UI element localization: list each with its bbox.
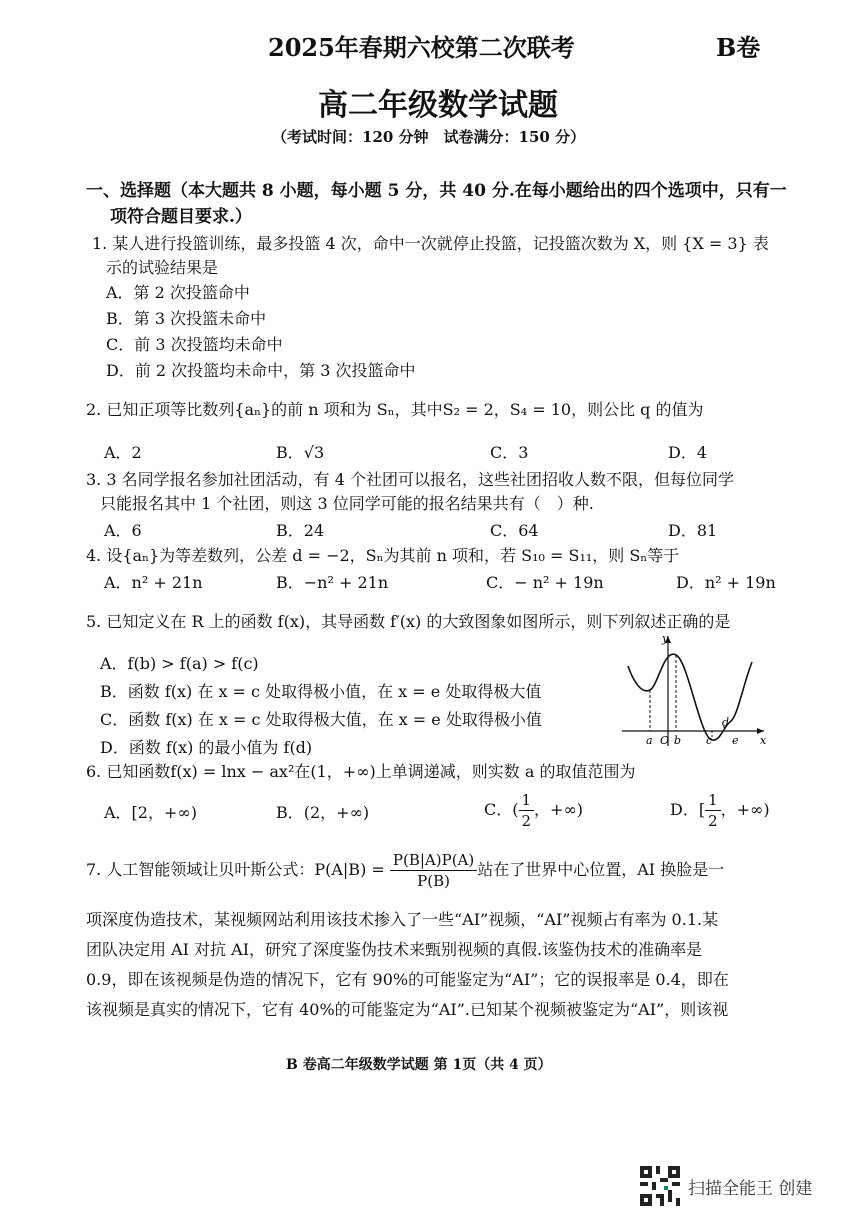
bayes-denominator: P(B) — [417, 872, 450, 890]
question-6-option-c-tail: ，+∞) — [534, 800, 584, 819]
fraction-numerator: 1 — [519, 790, 535, 811]
question-5-option-d: D．函数 f(x) 的最小值为 f(d) — [100, 738, 313, 757]
question-6-option-a: A．[2，+∞) — [104, 803, 197, 822]
question-3-line2: 只能报名其中 1 个社团，则这 3 位同学可能的报名结果共有（ ）种. — [100, 494, 594, 513]
question-1-line1: 1. 某人进行投篮训练，最多投篮 4 次，命中一次就停止投篮，记投篮次数为 X，则 {X = 3} 表 — [92, 234, 769, 253]
question-7-line3: 团队决定用 AI 对抗 AI，研究了深度鉴伪技术来甄别视频的真假.该鉴伪技术的准确率是 — [86, 940, 703, 959]
question-6-option-d-prefix: D．[ — [670, 800, 706, 819]
question-3-line1: 3. 3 名同学报名参加社团活动，有 4 个社团可以报名，这些社团招收人数不限，但每位同学 — [86, 470, 734, 489]
fraction-half — [705, 790, 721, 831]
question-7-line2: 项深度伪造技术，某视频网站利用该技术掺入了一些“AI”视频，“AI”视频占有率为 0.1.某 — [86, 910, 719, 929]
label-a: a — [646, 734, 653, 747]
question-5-option-b: B．函数 f(x) 在 x = c 处取得极小值，在 x = e 处取得极大值 — [100, 682, 542, 701]
question-5-stem: 5. 已知定义在 R 上的函数 f(x)，其导函数 f′(x) 的大致图象如图所示，则下列叙述正确的是 — [86, 612, 731, 631]
fraction-denominator: 2 — [708, 812, 718, 830]
question-5-option-c: C．函数 f(x) 在 x = c 处取得极大值，在 x = e 处取得极小值 — [100, 710, 542, 729]
label-d: d — [722, 716, 730, 729]
question-7-line4: 0.9，即在该视频是伪造的情况下，它有 90%的可能鉴定为“AI”；它的误报率是 0.4，即在 — [86, 970, 729, 989]
derivative-curve — [628, 654, 752, 740]
derivative-graph — [614, 628, 774, 750]
question-2-option-d: D．4 — [668, 443, 708, 462]
question-6-option-d-tail: ，+∞) — [720, 800, 770, 819]
question-6-option-d — [670, 790, 770, 831]
question-4-stem: 4. 设{aₙ}为等差数列，公差 d = −2，Sₙ为其前 n 项和，若 S₁₀ = S₁₁，则 Sₙ等于 — [86, 546, 680, 565]
question-4-option-d: D．n² + 19n — [676, 573, 776, 592]
question-6-option-c-prefix: C．( — [484, 800, 519, 819]
paper-type-label: B卷 — [716, 33, 761, 62]
question-7-body — [86, 905, 729, 1025]
question-1-option-a: A．第 2 次投篮命中 — [106, 283, 250, 302]
bayes-fraction — [390, 850, 477, 891]
section-header — [86, 178, 787, 230]
label-e: e — [732, 734, 739, 747]
fraction-half — [519, 790, 535, 831]
fraction-denominator: 2 — [521, 812, 532, 830]
exam-title: 2025年春期六校第二次联考 — [268, 33, 575, 62]
question-2-option-a: A．2 — [104, 443, 142, 462]
section-title-line2: 项符合题目要求.） — [110, 207, 252, 227]
label-o: O — [660, 734, 670, 747]
question-3-option-c: C．64 — [490, 521, 539, 540]
subject-title: 高二年级数学试题 — [318, 88, 558, 123]
label-c: c — [706, 734, 713, 747]
question-7-lead: 7. 人工智能领域让贝叶斯公式：P(A|B) = — [86, 860, 390, 879]
label-x: x — [760, 734, 767, 747]
scanner-watermark — [640, 1166, 812, 1206]
question-4-option-c: C．− n² + 19n — [486, 573, 604, 592]
question-7-line1 — [86, 850, 724, 891]
question-2-stem: 2. 已知正项等比数列{aₙ}的前 n 项和为 Sₙ，其中S₂ = 2，S₄ = 10，则公比 q 的值为 — [86, 400, 704, 419]
question-6-stem: 6. 已知函数f(x) = lnx − ax²在(1，+∞)上单调递减，则实数 a 的取值范围为 — [86, 762, 636, 781]
question-7-line5: 该视频是真实的情况下，它有 40%的可能鉴定为“AI”.已知某个视频被鉴定为“AI”，则该视 — [86, 1000, 729, 1019]
section-title-line1: 一、选择题（本大题共 8 小题，每小题 5 分，共 40 分.在每小题给出的四个选项中，只有一 — [86, 181, 787, 201]
label-y: y — [662, 632, 669, 645]
label-b: b — [674, 734, 682, 747]
page-footer: B 卷高二年级数学试题 第 1页（共 4 页） — [286, 1057, 552, 1073]
bayes-numerator: P(B|A)P(A) — [390, 850, 477, 871]
question-7-tail: 站在了世界中心位置，AI 换脸是一 — [477, 860, 725, 879]
question-4-option-a: A．n² + 21n — [104, 573, 203, 592]
question-4-option-b: B．−n² + 21n — [276, 573, 389, 592]
question-2-option-b: B．√3 — [276, 443, 325, 462]
question-1-option-d: D．前 2 次投篮均未命中，第 3 次投篮命中 — [106, 361, 416, 380]
exam-info: （考试时间：120 分钟 试卷满分：150 分） — [272, 128, 586, 146]
question-1 — [92, 232, 769, 384]
question-1-option-c: C．前 3 次投篮均未命中 — [106, 335, 283, 354]
question-3-option-a: A．6 — [104, 521, 142, 540]
question-1-line2: 示的试验结果是 — [106, 258, 219, 277]
question-3-option-d: D．81 — [668, 521, 718, 540]
question-3-option-b: B．24 — [276, 521, 325, 540]
watermark-text: 扫描全能王 创建 — [688, 1178, 813, 1199]
question-6-option-b: B．(2，+∞) — [276, 803, 370, 822]
question-5-option-a: A．f(b) > f(a) > f(c) — [100, 654, 259, 673]
question-1-option-b: B．第 3 次投篮未命中 — [106, 309, 267, 328]
fraction-numerator: 1 — [705, 790, 721, 811]
question-6-option-c — [484, 790, 583, 831]
question-2-option-c: C．3 — [490, 443, 529, 462]
question-3 — [86, 468, 734, 516]
qr-code-icon — [640, 1166, 680, 1206]
question-5-options — [100, 650, 542, 762]
